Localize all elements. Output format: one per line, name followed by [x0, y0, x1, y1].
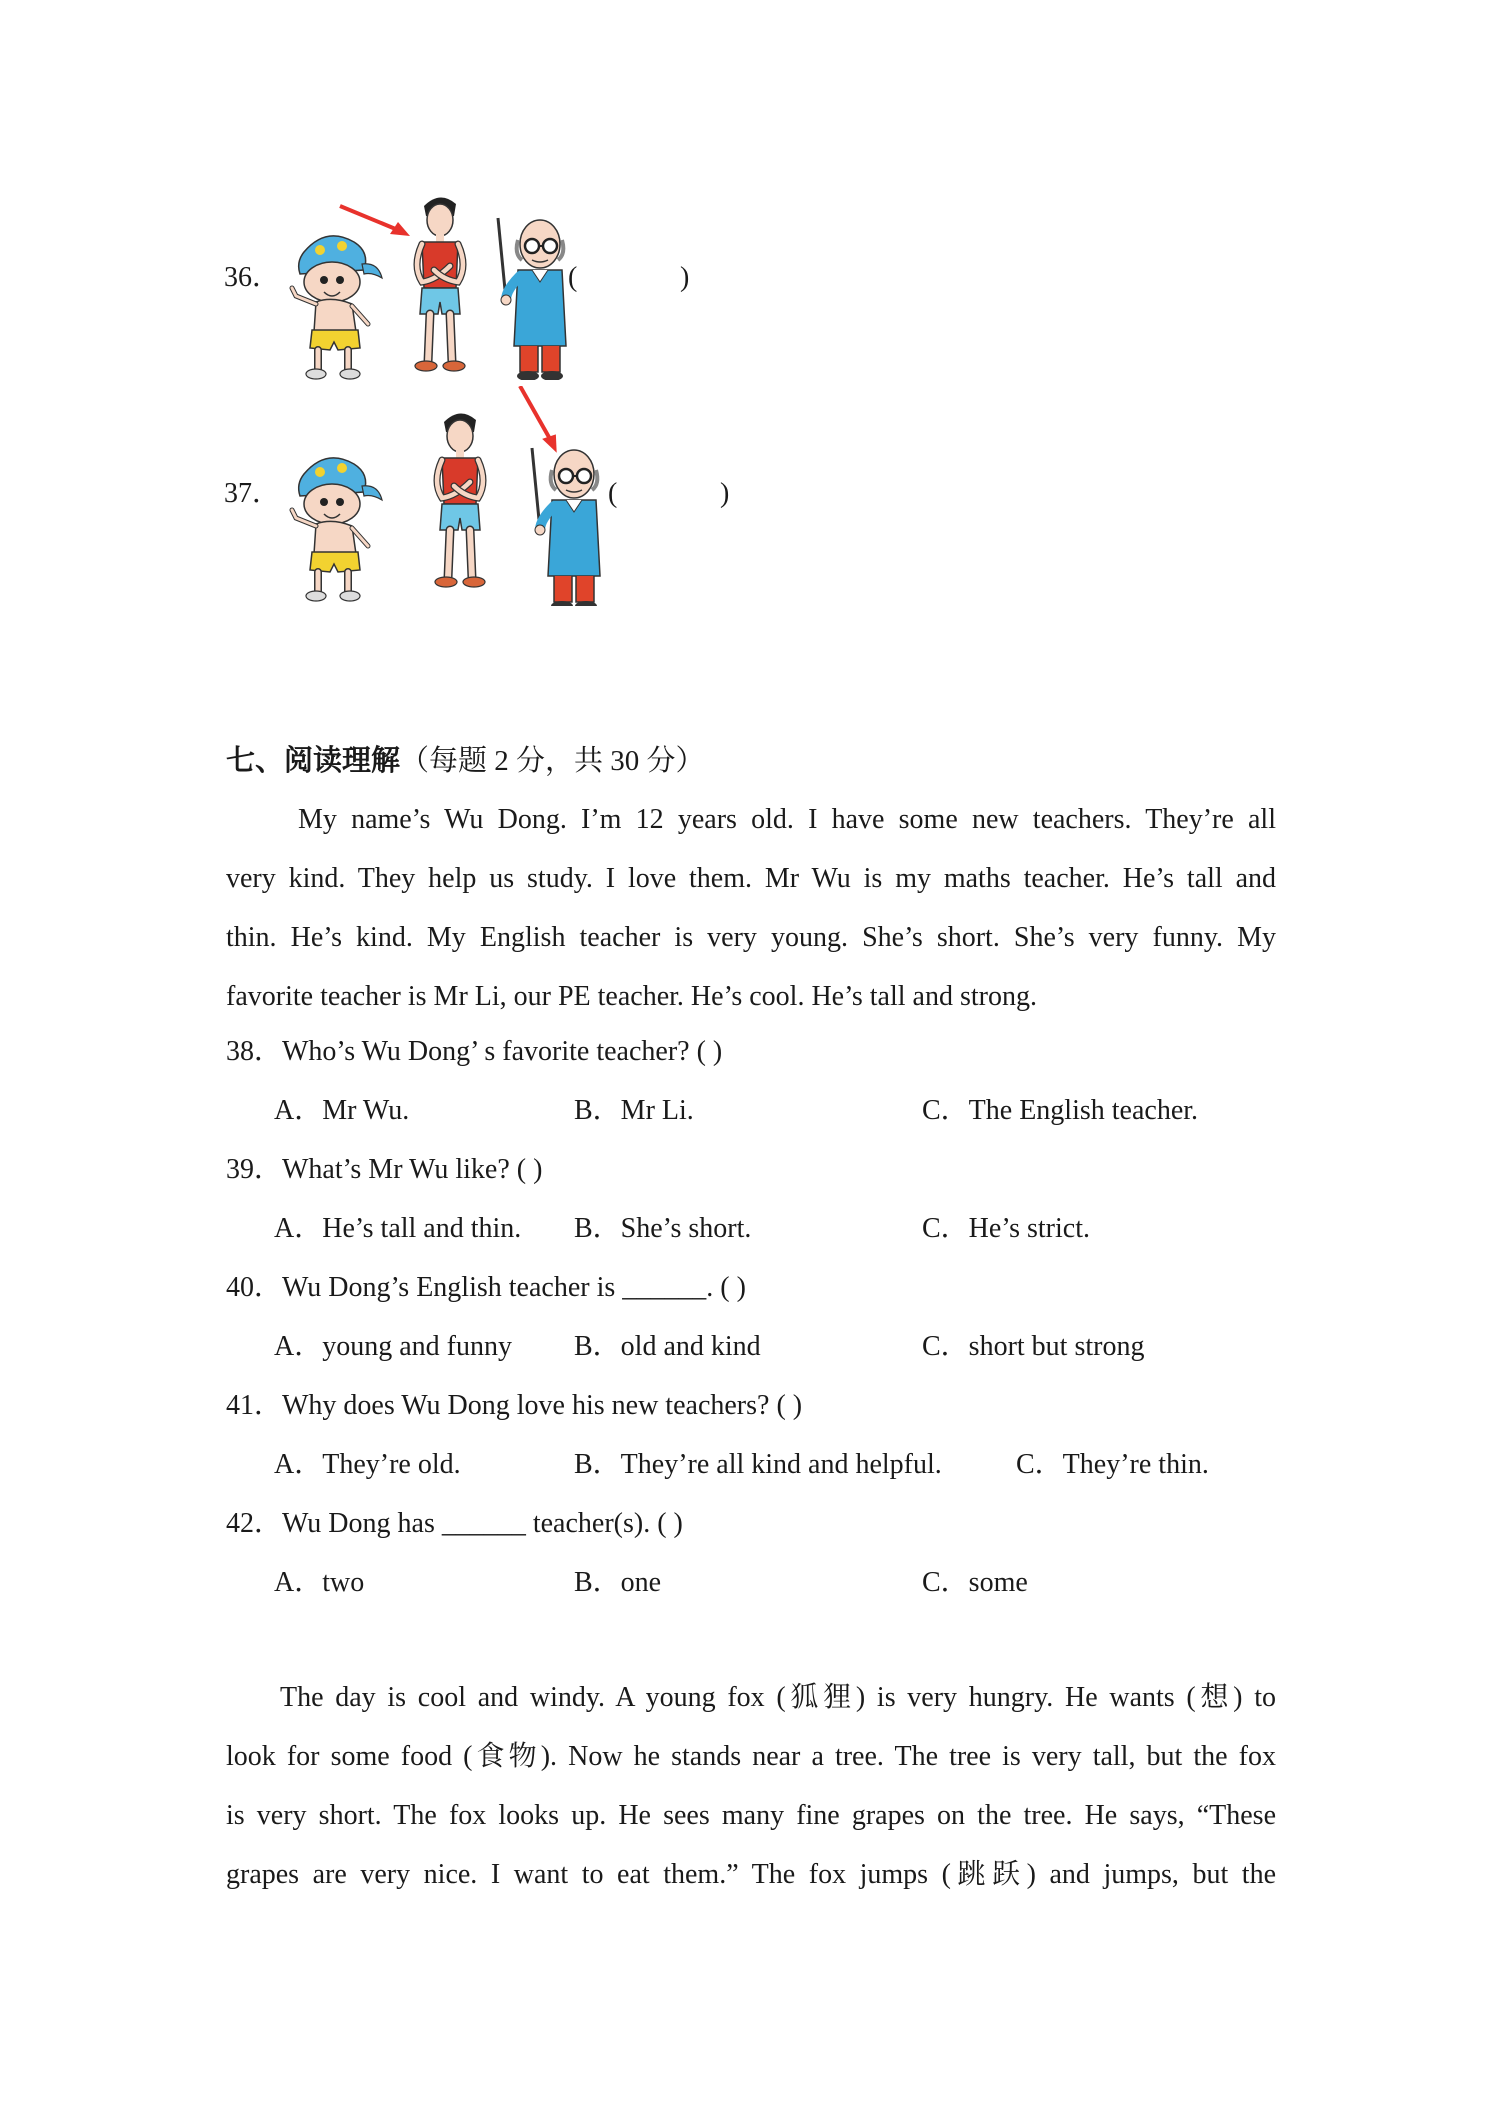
option-39-a: A．He’s tall and thin.: [274, 1213, 522, 1244]
option-42-b: B．one: [574, 1567, 662, 1598]
passage-2-line: look for some food (食物). Now he stands near a tree. The tree is very tall, but the fox: [226, 1741, 1276, 1772]
answer-paren-close-36: ): [680, 262, 690, 293]
passage-2-line: is very short. The fox looks up. He sees many fine grapes on the tree. He says, “These: [226, 1800, 1276, 1831]
passage-1-line: My name’s Wu Dong. I’m 12 years old. I have some new teachers. They’re all: [298, 804, 1276, 835]
option-40-b: B．old and kind: [574, 1331, 761, 1362]
option-41-c: C．They’re thin.: [1016, 1449, 1209, 1480]
answer-paren-open-36: (: [568, 262, 578, 293]
item-number-36: 36．: [224, 262, 281, 293]
question-40: 40．Wu Dong’s English teacher is ______. ( ): [226, 1272, 746, 1303]
arrow-icon: [340, 206, 410, 236]
passage-1-line: thin. He’s kind. My English teacher is very young. She’s short. She’s very funny. My: [226, 922, 1276, 953]
option-41-a: A．They’re old.: [274, 1449, 461, 1480]
option-40-c: C．short but strong: [922, 1331, 1145, 1362]
item-number-37: 37．: [224, 478, 281, 509]
old-teacher-figure: [498, 218, 566, 380]
arrow-icon: [502, 386, 576, 453]
passage-1-line: favorite teacher is Mr Li, our PE teacher. He’s cool. He’s tall and strong.: [226, 981, 1037, 1012]
section-note: （每题 2 分，共 30 分）: [400, 745, 705, 777]
pe-teacher-figure: [435, 413, 485, 587]
option-42-a: A．two: [274, 1567, 365, 1598]
option-39-b: B．She’s short.: [574, 1213, 752, 1244]
option-39-c: C．He’s strict.: [922, 1213, 1090, 1244]
old-teacher-figure: [532, 448, 600, 606]
option-40-a: A．young and funny: [274, 1331, 512, 1362]
answer-paren-close-37: ): [720, 478, 730, 509]
option-42-c: C．some: [922, 1567, 1028, 1598]
answer-paren-open-37: (: [608, 478, 618, 509]
child-figure: [292, 458, 382, 601]
option-41-b: B．They’re all kind and helpful.: [574, 1449, 942, 1480]
question-42: 42．Wu Dong has ______ teacher(s). ( ): [226, 1508, 683, 1539]
child-figure: [292, 236, 382, 379]
passage-2: [226, 1668, 1276, 1904]
option-38-a: A．Mr Wu.: [274, 1095, 410, 1126]
passage-2-line: grapes are very nice. I want to eat them.” The fox jumps (跳跃) and jumps, but the: [226, 1859, 1276, 1890]
passage-2-line: The day is cool and windy. A young fox (狐狸) is very hungry. He wants (想) to: [280, 1682, 1276, 1713]
option-38-c: C．The English teacher.: [922, 1095, 1199, 1126]
question-39: 39．What’s Mr Wu like? ( ): [226, 1154, 543, 1185]
question-41: 41．Why does Wu Dong love his new teachers? ( ): [226, 1390, 803, 1421]
passage-1: [226, 790, 1276, 1026]
passage-1-line: very kind. They help us study. I love them. Mr Wu is my maths teacher. He’s tall and: [226, 863, 1276, 894]
section-heading: [226, 738, 705, 779]
question-38: 38．Who’s Wu Dong’ s favorite teacher? ( ): [226, 1036, 723, 1067]
section-title: 七、阅读理解: [226, 745, 401, 777]
picture-36: [284, 190, 604, 380]
option-38-b: B．Mr Li.: [574, 1095, 694, 1126]
pe-teacher-figure: [415, 197, 465, 371]
picture-37: [284, 386, 624, 606]
